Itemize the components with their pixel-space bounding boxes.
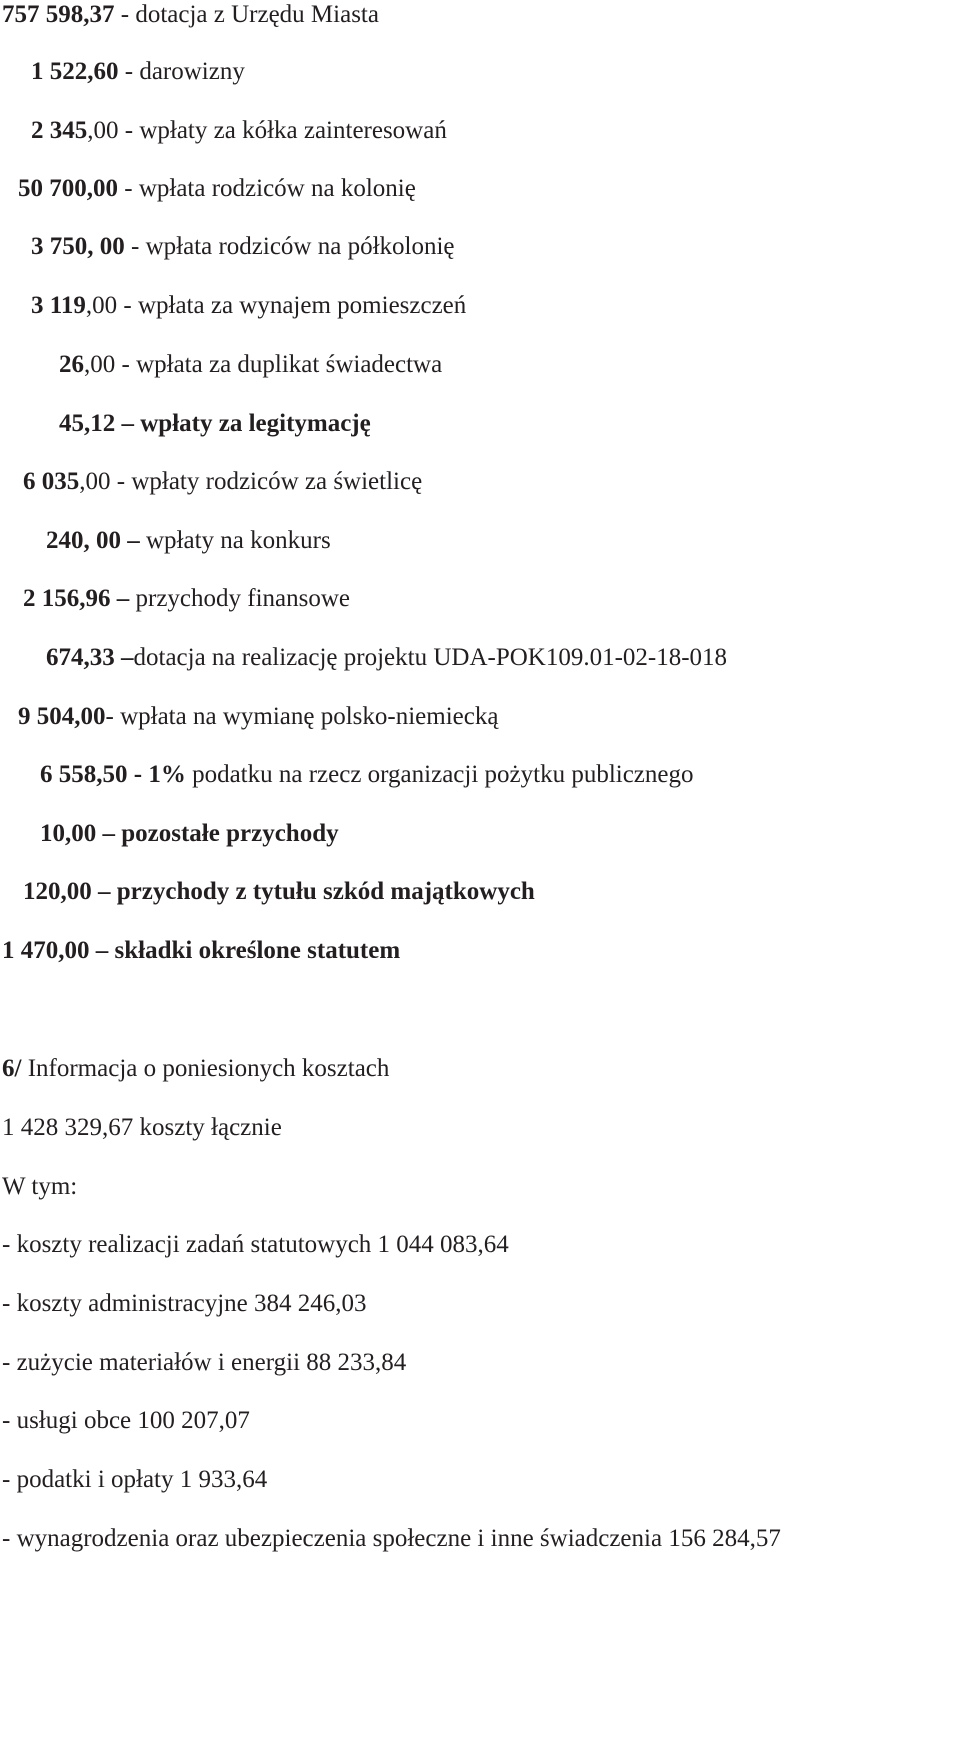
income-description: darowizny xyxy=(139,58,245,85)
income-amount: 26 xyxy=(59,351,84,378)
income-line xyxy=(31,232,455,262)
income-line xyxy=(2,0,379,30)
income-separator: – xyxy=(89,937,115,964)
income-description: przychody z tytułu szkód majątkowych xyxy=(116,878,535,905)
income-description: pozostałe przychody xyxy=(121,820,339,847)
income-line xyxy=(31,116,447,146)
income-amount: 2 345 xyxy=(31,117,88,144)
cost-item: - podatki i opłaty 1 933,64 xyxy=(2,1466,268,1493)
income-separator: - xyxy=(105,703,121,730)
income-description: dotacja z Urzędu Miasta xyxy=(135,1,379,28)
cost-item: - usługi obce 100 207,07 xyxy=(2,1407,250,1434)
income-line xyxy=(59,350,442,380)
income-amount: 757 598,37 xyxy=(2,1,115,28)
income-separator: - xyxy=(118,175,139,202)
income-separator: - xyxy=(118,117,140,144)
income-description: wpłata na wymianę polsko-niemiecką xyxy=(120,703,499,730)
income-line xyxy=(18,702,498,732)
income-amount: 240, 00 xyxy=(46,527,121,554)
cost-item: - wynagrodzenia oraz ubezpieczenia społeczne i inne świadczenia 156 284,57 xyxy=(2,1525,781,1552)
income-description: wpłata za duplikat świadectwa xyxy=(136,351,443,378)
income-separator: – xyxy=(114,644,134,671)
income-amount: 120,00 xyxy=(23,878,92,905)
income-line xyxy=(46,643,727,673)
income-description: wpłaty za legitymację xyxy=(140,410,371,437)
income-description: wpłaty na konkurs xyxy=(146,527,331,554)
income-separator: – xyxy=(115,410,141,437)
section-number: 6/ xyxy=(2,1055,22,1082)
cost-item: - zużycie materiałów i energii 88 233,84 xyxy=(2,1349,407,1376)
income-separator: - xyxy=(110,468,132,495)
income-separator: – xyxy=(121,527,146,554)
income-line xyxy=(18,174,416,204)
costs-total: 1 428 329,67 koszty łącznie xyxy=(2,1114,282,1141)
income-description: wpłata za wynajem pomieszczeń xyxy=(137,292,467,319)
income-amount: 9 504,00 xyxy=(18,703,106,730)
costs-of-which-label: W tym: xyxy=(2,1173,78,1200)
income-separator: - xyxy=(115,351,137,378)
income-description: wpłata rodziców na kolonię xyxy=(138,175,416,202)
income-amount-decimal: ,00 xyxy=(79,468,111,495)
income-amount: 3 750, 00 xyxy=(31,233,125,260)
income-description: wpłata rodziców na półkolonię xyxy=(145,233,455,260)
income-amount: 10,00 xyxy=(40,820,97,847)
income-amount: 674,33 xyxy=(46,644,115,671)
income-amount: 50 700,00 xyxy=(18,175,118,202)
income-amount: 1 470,00 xyxy=(2,937,90,964)
income-line xyxy=(23,877,535,907)
income-line xyxy=(31,291,466,321)
income-amount: 1 522,60 xyxy=(31,58,119,85)
income-amount: 3 119 xyxy=(31,292,86,319)
section-title: Informacja o poniesionych kosztach xyxy=(21,1055,390,1082)
income-line xyxy=(2,936,400,966)
income-line xyxy=(40,760,694,790)
income-description: podatku na rzecz organizacji pożytku publicznego xyxy=(192,761,694,788)
income-description: wpłaty za kółka zainteresowań xyxy=(139,117,447,144)
income-line xyxy=(31,57,245,87)
income-amount: 2 156,96 xyxy=(23,585,111,612)
income-amount: 45,12 xyxy=(59,410,116,437)
income-line xyxy=(23,584,350,614)
income-separator: - xyxy=(114,1,136,28)
income-amount: 6 035 xyxy=(23,468,80,495)
income-description: składki określone statutem xyxy=(114,937,401,964)
income-separator: - xyxy=(118,58,140,85)
cost-item: - koszty realizacji zadań statutowych 1 044 083,64 xyxy=(2,1231,509,1258)
costs-section-heading xyxy=(2,1054,389,1084)
income-line xyxy=(59,409,371,439)
income-separator: - xyxy=(124,233,146,260)
income-separator: – xyxy=(96,820,122,847)
income-separator: - xyxy=(117,292,138,319)
income-separator: – xyxy=(110,585,136,612)
income-line xyxy=(46,526,331,556)
income-amount-decimal: ,00 xyxy=(85,292,118,319)
income-amount-decimal: ,00 xyxy=(87,117,119,144)
cost-item: - koszty administracyjne 384 246,03 xyxy=(2,1290,367,1317)
income-line xyxy=(23,467,422,497)
income-amount: 6 558,50 - 1% xyxy=(40,761,186,788)
income-description: przychody finansowe xyxy=(135,585,351,612)
income-separator: – xyxy=(91,878,117,905)
income-amount-decimal: ,00 xyxy=(84,351,116,378)
income-description: dotacja na realizację projektu UDA-POK109.01-02-18-018 xyxy=(133,644,728,671)
income-description: wpłaty rodziców za świetlicę xyxy=(131,468,423,495)
income-line xyxy=(40,819,339,849)
